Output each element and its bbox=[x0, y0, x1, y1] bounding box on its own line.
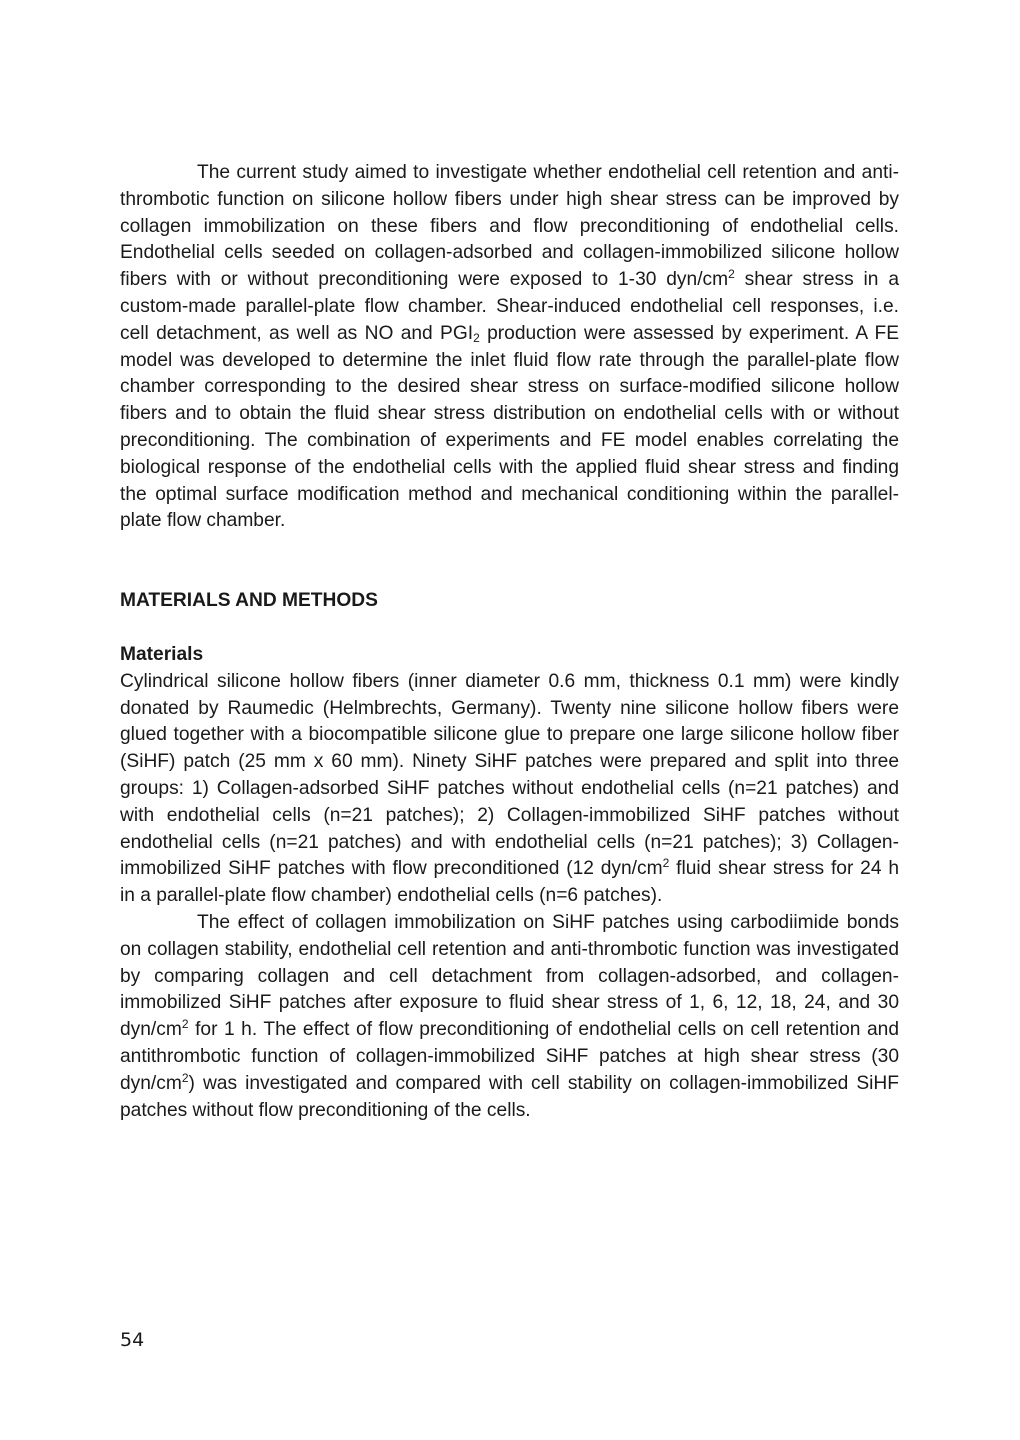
superscript: 2 bbox=[181, 1016, 189, 1031]
methods-text-3: ) was investigated and compared with cell stability on collagen-immobilized SiHF patches without flow preconditioning of the cells. bbox=[120, 1072, 899, 1121]
superscript: 2 bbox=[181, 1070, 189, 1085]
intro-text-3: production were assessed by experiment. A FE model was developed to determine the inlet fluid flow rate through the parallel-plate flow chamber corresponding to the desired shear stress on surface-modified silicone hollow fibers and to obtain the fluid shear stress distribution on endothelial cells with or without preconditioning. The combination of experiments and FE model enables correlating the biological response of the endothelial cells with the applied fluid shear stress and finding the optimal surface modification method and mechanical conditioning within the parallel-plate flow chamber. bbox=[120, 322, 900, 532]
page-body bbox=[120, 160, 899, 1124]
section-heading: MATERIALS AND METHODS bbox=[120, 590, 378, 612]
intro-text-2: shear stress in a custom-made parallel-plate flow chamber. Shear-induced endothelial cell responses, i.e. cell detachment, as well as NO and PGI bbox=[120, 269, 899, 344]
materials-paragraph bbox=[120, 669, 899, 910]
methods-paragraph bbox=[120, 910, 899, 1124]
methods-text-1: The effect of collagen immobilization on SiHF patches using carbodiimide bonds on collagen stability, endothelial cell retention and anti-thrombotic function was investigated by comparing collagen and cell detachment from collagen-adsorbed, and collagen-immobilized SiHF patches after exposure to fluid shear stress of 1, 6, 12, 18, 24, and 30 dyn/cm bbox=[120, 911, 899, 1041]
intro-paragraph bbox=[120, 160, 899, 535]
superscript: 2 bbox=[728, 267, 735, 281]
subscript: 2 bbox=[473, 330, 480, 345]
methods-text-2: for 1 h. The effect of flow preconditioning of endothelial cells on cell retention and antithrombotic function of collagen-immobilized SiHF patches at high shear stress (30 dyn/cm bbox=[120, 1019, 899, 1094]
subsection-heading: Materials bbox=[120, 643, 204, 665]
page-number: 54 bbox=[120, 1329, 145, 1351]
superscript: 2 bbox=[662, 856, 670, 871]
materials-text-2: fluid shear stress for 24 h in a parallel-plate flow chamber) endothelial cells (n=6 patches). bbox=[120, 858, 900, 907]
intro-text-1: The current study aimed to investigate whether endothelial cell retention and anti-thrombotic function on silicone hollow fibers under high shear stress can be improved by collagen immobilization on these fibers and flow preconditioning of endothelial cells. Endothelial cells seeded on collagen-adsorbed and collagen-immobilized silicone hollow fibers with or without preconditioning were exposed to 1-30 dyn/cm bbox=[120, 162, 899, 291]
materials-text-1: Cylindrical silicone hollow fibers (inner diameter 0.6 mm, thickness 0.1 mm) were kindly donated by Raumedic (Helmbrechts, Germany). Twenty nine silicone hollow fibers were glued together with a biocompatible silicone glue to prepare one large silicone hollow fiber (SiHF) patch (25 mm x 60 mm). Ninety SiHF patches were prepared and split into three groups: 1) Collagen-adsorbed SiHF patches without endothelial cells (n=21 patches) and with endothelial cells (n=21 patches); 2) Collagen-immobilized SiHF patches without endothelial cells (n=21 patches) and with endothelial cells (n=21 patches); 3) Collagen-immobilized SiHF patches with flow preconditioned (12 dyn/cm bbox=[120, 670, 899, 880]
